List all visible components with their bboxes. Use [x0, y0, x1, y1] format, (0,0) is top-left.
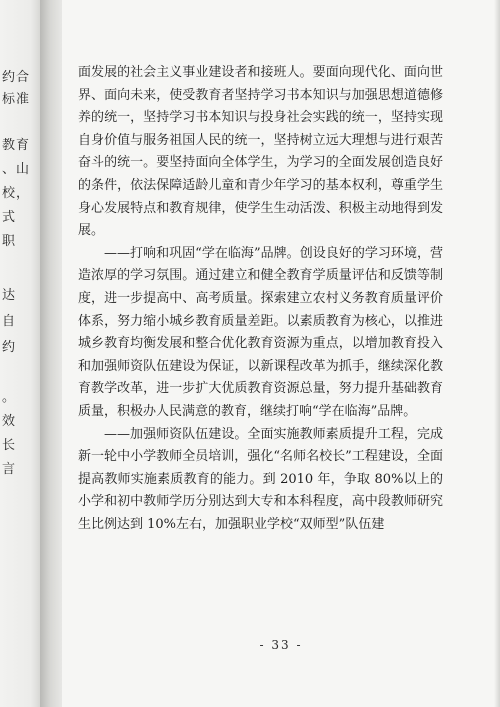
paragraph-intro: 面发展的社会主义事业建设者和接班人。要面向现代化、面向世界、面向未来，使受教育者坚持学习书本知识与加强思想道德修养的统一，坚持学习书本知识与投身社会实践的统一，坚持实现自身价值与服务祖国人民的统一，坚持树立远大理想与进行艰苦奋斗的统一。要坚持面向全体学生，为学习的全面发展创造良好的条件，依法保障适龄儿童和青少年学习的基本权利，尊重学生身心发展特点和教育规律，使学生生动活泼、积极主动地得到发展。 — [78, 65, 443, 239]
facing-page-fragment: 标准 — [2, 92, 31, 107]
facing-page-fragment: 效 — [2, 414, 17, 429]
paragraph-learning-brand: ——打响和巩固“学在临海”品牌。创设良好的学习环境，营造浓厚的学习氛围。通过建立和健全教育学质量评估和反馈等制度，进一步提高中、高考质量。探索建立农村义务教育质量评价体系，努力缩小城乡教育质量差距。以素质教育为核心，以推进城乡教育均衡发展和整合优化教育资源为重点，以增加教育投入和加强师资队伍建设为保证，以新课程改革为抓手，继续深化教育教学改革，进一步扩大优质教育资源总量，努力提升基础教育质量，积极办人民满意的教育，继续打响“学在临海”品牌。 — [78, 245, 443, 419]
facing-page-fragment: 教育 — [2, 138, 31, 153]
facing-page-fragment: 达 — [2, 288, 17, 303]
page-number: - 33 - — [259, 638, 303, 652]
facing-page-fragment: 式 — [2, 210, 17, 225]
paragraph-teacher-team: ——加强师资队伍建设。全面实施教师素质提升工程，完成新一轮中小学教师全员培训，强化“名师名校长”工程建设，全面提高教师实施素质教育的能力。到 2010 年，争取 80%以上的小学和初中教师学历分别达到大专和本科程度，高中段教师研究生比例达到 10%左右，加强职业学校“双师型”队伍建 — [78, 426, 443, 532]
facing-page-edge — [0, 0, 44, 707]
document-page — [62, 0, 500, 707]
facing-page-fragment: 。 — [2, 390, 17, 405]
facing-page-fragment: 长 — [2, 438, 17, 453]
page-right-edge — [494, 0, 500, 707]
facing-page-fragment: 校， — [2, 186, 31, 201]
facing-page-fragment: 约 — [2, 340, 17, 355]
facing-page-fragment: 自 — [2, 314, 17, 329]
body-text — [78, 62, 443, 536]
facing-page-fragment: 约合 — [2, 70, 31, 85]
facing-page-fragment: 职 — [2, 234, 17, 249]
facing-page-fragment: 言 — [2, 462, 17, 477]
facing-page-fragment: 、山 — [2, 162, 31, 177]
